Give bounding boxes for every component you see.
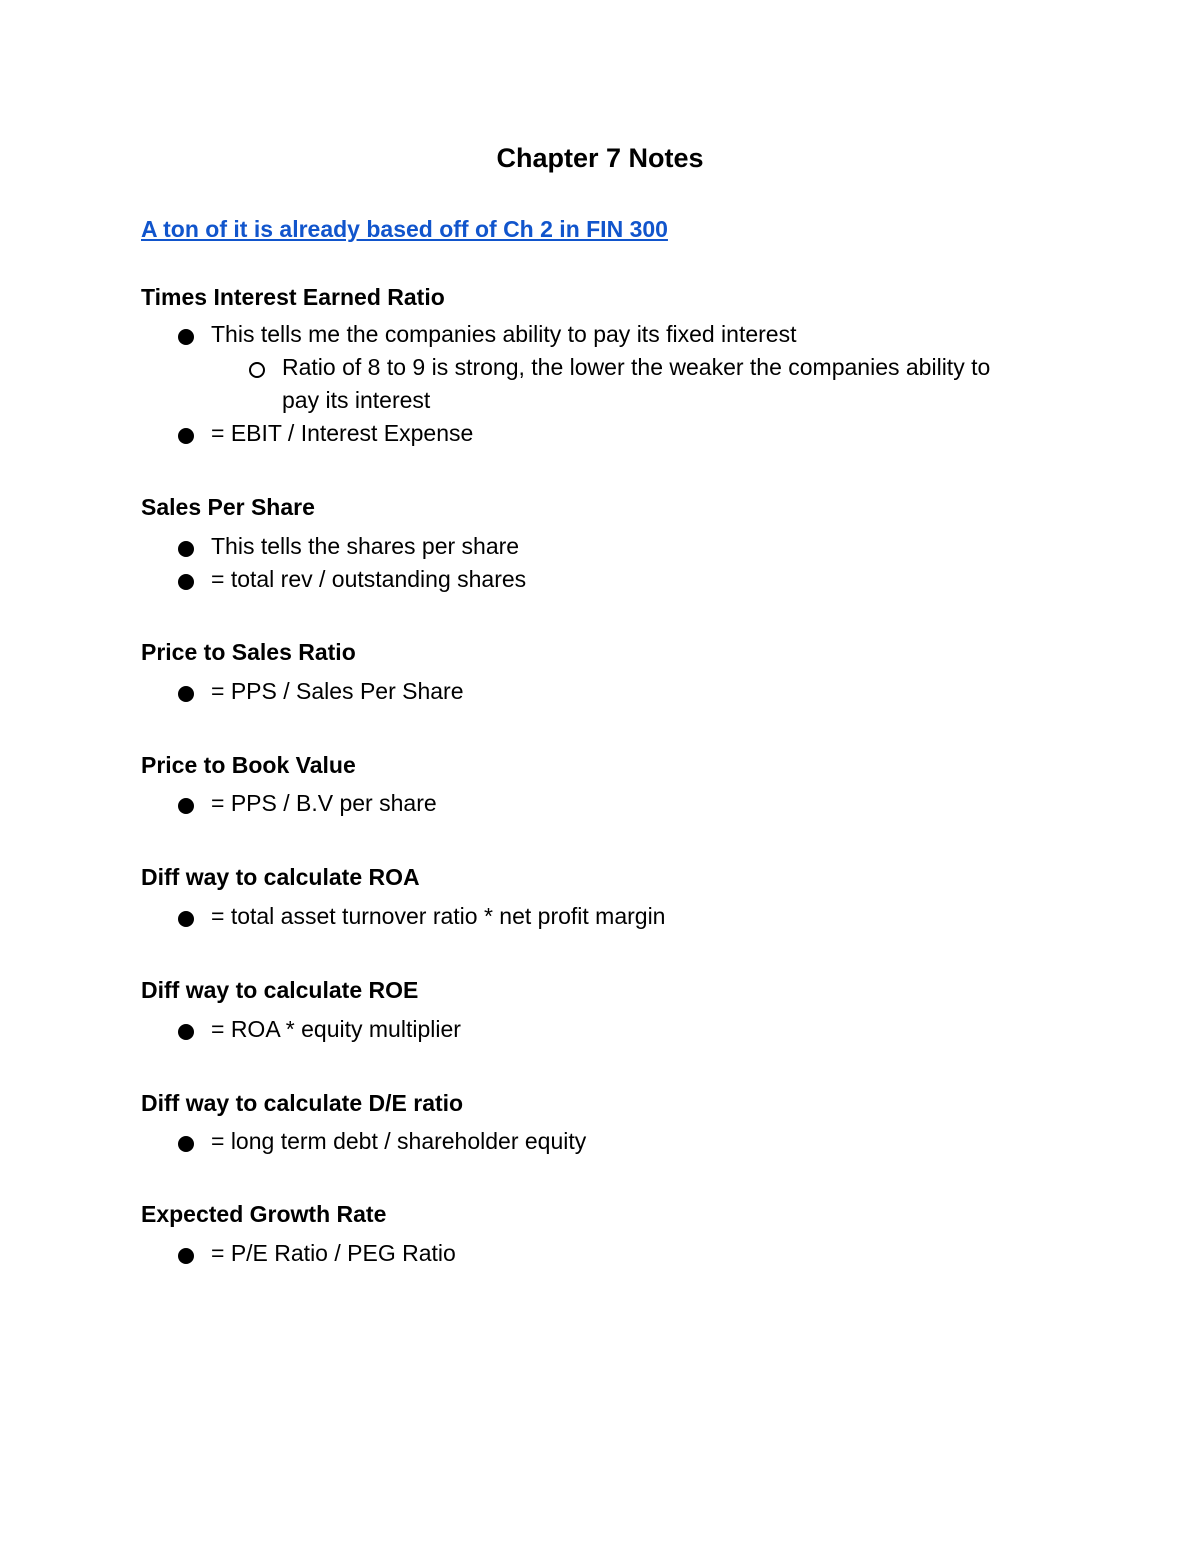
- list-item-text: = P/E Ratio / PEG Ratio: [211, 1240, 456, 1266]
- bullet-disc-icon: [178, 686, 194, 702]
- list-item: [141, 563, 1041, 596]
- section-heading: Price to Sales Ratio: [141, 639, 356, 665]
- section-heading: Sales Per Share: [141, 494, 315, 520]
- section-heading: Diff way to calculate D/E ratio: [141, 1090, 464, 1116]
- list-item: [141, 675, 1041, 708]
- list-item: [141, 1013, 1041, 1046]
- list-item: [141, 417, 1041, 450]
- bullet-disc-icon: [178, 329, 194, 345]
- section-roe: [141, 973, 1041, 1046]
- list-item-text: = EBIT / Interest Expense: [211, 420, 474, 446]
- bullet-circle-icon: [249, 362, 265, 378]
- list-item-text: = total rev / outstanding shares: [211, 566, 527, 592]
- list-item-text: = PPS / Sales Per Share: [211, 678, 464, 704]
- section-heading: Price to Book Value: [141, 752, 356, 778]
- section-heading: Diff way to calculate ROA: [141, 864, 420, 890]
- list-item-text: = PPS / B.V per share: [211, 790, 437, 816]
- section-expected-growth: [141, 1197, 1041, 1270]
- bullet-disc-icon: [178, 1248, 194, 1264]
- list-item: [141, 900, 1041, 933]
- section-de-ratio: [141, 1086, 1041, 1158]
- list-item-nested: [141, 351, 1002, 417]
- section-price-to-sales: [141, 635, 1041, 708]
- section-sales-per-share: [141, 490, 1041, 596]
- section-price-to-book: [141, 748, 1041, 820]
- list-item: [141, 1125, 1041, 1158]
- bullet-disc-icon: [178, 911, 194, 927]
- bullet-disc-icon: [178, 1024, 194, 1040]
- list-item: [141, 787, 1041, 820]
- list-item-text: = ROA * equity multiplier: [211, 1016, 461, 1042]
- bullet-disc-icon: [178, 574, 194, 590]
- bullet-disc-icon: [178, 541, 194, 557]
- list-item: [141, 318, 1041, 351]
- list-item-text: This tells the shares per share: [211, 533, 520, 559]
- section-roa: [141, 860, 1041, 933]
- bullet-disc-icon: [178, 1136, 194, 1152]
- bullet-disc-icon: [178, 428, 194, 444]
- list-item: [141, 530, 1041, 563]
- list-item-text: = long term debt / shareholder equity: [211, 1128, 587, 1154]
- section-heading: Times Interest Earned Ratio: [141, 284, 445, 310]
- page-title: Chapter 7 Notes: [496, 143, 704, 173]
- section-times-interest-earned: [141, 280, 1041, 450]
- reference-link[interactable]: A ton of it is already based off of Ch 2 in FIN 300: [141, 216, 668, 242]
- section-heading: Diff way to calculate ROE: [141, 977, 419, 1003]
- section-heading: Expected Growth Rate: [141, 1201, 387, 1227]
- list-item: [141, 1237, 1041, 1270]
- list-item-text: This tells me the companies ability to pay its fixed interest: [211, 321, 797, 347]
- list-item-text: = total asset turnover ratio * net profit margin: [211, 903, 666, 929]
- list-item-text: Ratio of 8 to 9 is strong, the lower the weaker the companies ability to pay its interest: [282, 354, 991, 413]
- bullet-disc-icon: [178, 798, 194, 814]
